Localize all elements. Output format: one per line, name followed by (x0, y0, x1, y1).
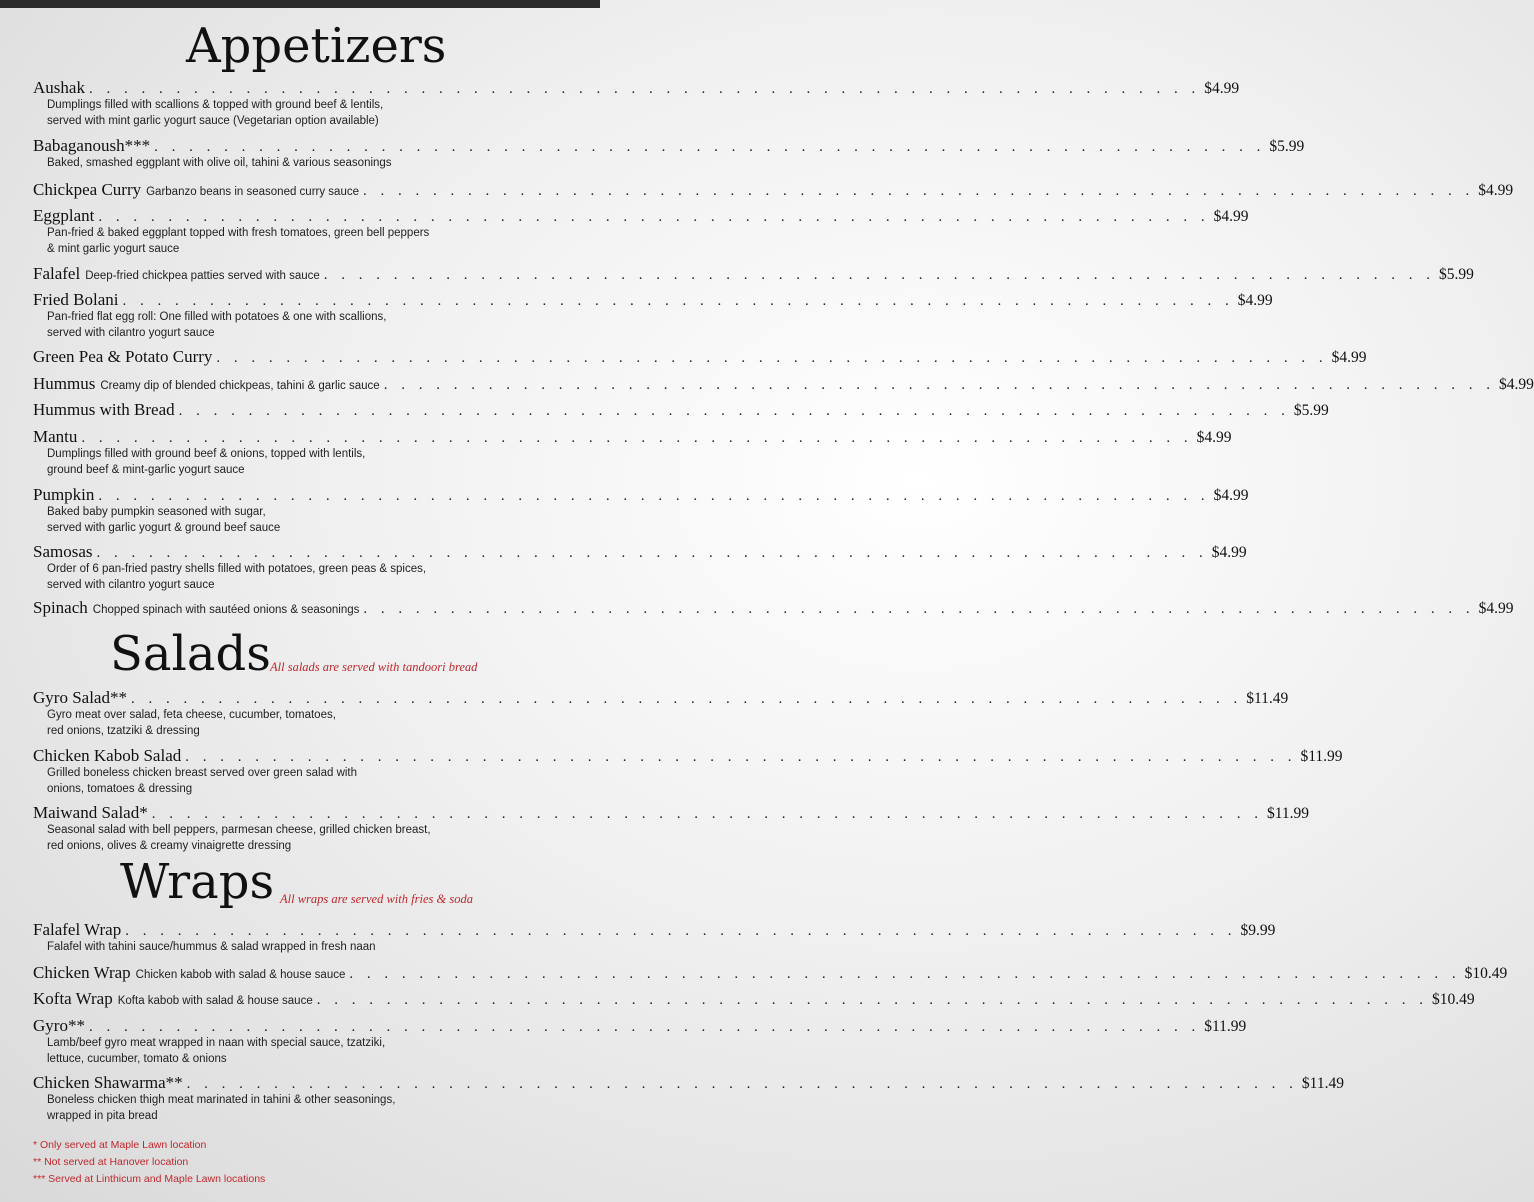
appetizers-item (33, 485, 1249, 536)
salads-item (33, 803, 1310, 854)
appetizers-item (33, 78, 1240, 129)
item-title-line (33, 264, 1474, 284)
item-name: Fried Bolani (33, 290, 119, 309)
item-price: $5.99 (1269, 138, 1305, 155)
item-title-line (33, 427, 1232, 447)
item-name: Falafel (33, 264, 81, 283)
item-title-line (33, 206, 1249, 226)
item-price: $4.99 (1196, 429, 1232, 446)
item-title-line (33, 347, 1367, 367)
item-name: Mantu (33, 427, 78, 446)
item-price: $4.99 (1213, 487, 1249, 504)
item-name: Falafel Wrap (33, 920, 122, 939)
item-description (47, 447, 527, 478)
item-description-line: Lamb/beef gyro meat wrapped in naan with special sauce, tzatziki, (47, 1037, 386, 1049)
item-name: Samosas (33, 542, 93, 561)
item-description-line: Dumplings filled with ground beef & onions, topped with lentils, (47, 448, 366, 460)
item-price: $11.49 (1246, 690, 1289, 707)
dot-leader: . . . . . . . . . . . . . . . . . . . . . . . . . . . . . . . . . . . . . . . . . . . . . . . . . . . . . . . . . . . . . . . . (88, 81, 1201, 97)
item-price: $11.49 (1301, 1075, 1344, 1092)
item-name: Hummus with Bread (33, 400, 175, 419)
item-price: $4.99 (1331, 349, 1367, 366)
item-inline-description: Kofta kabob with salad & house sauce (117, 995, 313, 1007)
item-title-line (33, 920, 1276, 940)
dot-leader: . . . . . . . . . . . . . . . . . . . . . . . . . . . . . . . . . . . . . . . . . . . . . . . . . . . . . . . . . . . . . . . . (88, 1019, 1201, 1035)
item-title-line (33, 1073, 1344, 1093)
item-price: $10.49 (1464, 965, 1508, 982)
salads-item (33, 688, 1289, 739)
item-name: Chicken Wrap (33, 963, 131, 982)
item-name: Eggplant (33, 206, 95, 225)
dot-leader: . . . . . . . . . . . . . . . . . . . . . . . . . . . . . . . . . . . . . . . . . . . . . . . . . . . . . . . . . . . . . . . . (383, 377, 1495, 393)
item-price: $11.99 (1266, 805, 1310, 822)
item-description-line: served with cilantro yogurt sauce (47, 326, 215, 339)
wraps-item (33, 1016, 1247, 1067)
item-name: Gyro** (33, 1016, 85, 1035)
item-name: Pumpkin (33, 485, 95, 504)
dot-leader: . . . . . . . . . . . . . . . . . . . . . . . . . . . . . . . . . . . . . . . . . . . . . . . . . . . . . . . . . . . . . . . . (125, 923, 1237, 939)
item-name: Kofta Wrap (33, 989, 113, 1008)
item-price: $11.99 (1204, 1018, 1247, 1035)
appetizers-item (33, 427, 1232, 478)
dot-leader: . . . . . . . . . . . . . . . . . . . . . . . . . . . . . . . . . . . . . . . . . . . . . . . . . . . . . . . . . . . . . . . . (98, 209, 1210, 225)
dot-leader: . . . . . . . . . . . . . . . . . . . . . . . . . . . . . . . . . . . . . . . . . . . . . . . . . . . . . . . . . . . . . . . . (96, 545, 1208, 561)
item-description-line: lettuce, cucumber, tomato & onions (47, 1052, 227, 1065)
dot-leader: . . . . . . . . . . . . . . . . . . . . . . . . . . . . . . . . . . . . . . . . . . . . . . . . . . . . . . . . . . . . . . . . (130, 691, 1243, 707)
item-inline-description: Chopped spinach with sautéed onions & seasonings (92, 604, 360, 616)
appetizers-item (33, 264, 1474, 284)
item-description-line: Baked baby pumpkin seasoned with sugar, (47, 506, 266, 518)
item-title-line (33, 485, 1249, 505)
item-name: Chickpea Curry (33, 180, 142, 199)
item-description (47, 310, 527, 341)
item-description-line: Dumplings filled with scallions & topped with ground beef & lentils, (47, 99, 384, 111)
item-title-line (33, 963, 1508, 983)
dot-leader: . . . . . . . . . . . . . . . . . . . . . . . . . . . . . . . . . . . . . . . . . . . . . . . . . . . . . . . . . . . . . . . . (185, 749, 1297, 765)
item-title-line (33, 1016, 1247, 1036)
item-description-line: red onions, tzatziki & dressing (47, 724, 200, 737)
item-name: Maiwand Salad* (33, 803, 148, 822)
item-title-line (33, 78, 1240, 98)
item-price: $10.49 (1431, 991, 1475, 1008)
item-description (47, 1036, 527, 1067)
salads-title: Salads (110, 626, 271, 682)
top-bar (0, 0, 600, 8)
dot-leader: . . . . . . . . . . . . . . . . . . . . . . . . . . . . . . . . . . . . . . . . . . . . . . . . . . . . . . . . . . . . . . . . (323, 267, 1436, 283)
footnote-2: ** Not served at Hanover location (33, 1156, 189, 1168)
item-title-line (33, 180, 1514, 200)
item-title-line (33, 542, 1247, 562)
item-name: Chicken Shawarma** (33, 1073, 183, 1092)
appetizers-item (33, 347, 1367, 367)
item-description (47, 562, 527, 593)
item-description (47, 708, 527, 739)
item-title-line (33, 598, 1514, 618)
dot-leader: . . . . . . . . . . . . . . . . . . . . . . . . . . . . . . . . . . . . . . . . . . . . . . . . . . . . . . . . . . . . . . . . (216, 350, 1328, 366)
item-price: $11.99 (1300, 748, 1343, 765)
item-description-line: Baked, smashed eggplant with olive oil, tahini & various seasonings (47, 157, 392, 169)
dot-leader: . . . . . . . . . . . . . . . . . . . . . . . . . . . . . . . . . . . . . . . . . . . . . . . . . . . . . . . . . . . . . . . . (81, 430, 1193, 446)
item-description-line: Seasonal salad with bell peppers, parmesan cheese, grilled chicken breast, (47, 824, 431, 836)
item-title-line (33, 290, 1273, 310)
item-price: $4.99 (1237, 292, 1273, 309)
item-price: $4.99 (1478, 600, 1514, 617)
item-description (47, 766, 527, 797)
item-description-line: red onions, olives & creamy vinaigrette dressing (47, 839, 292, 852)
item-inline-description: Creamy dip of blended chickpeas, tahini & garlic sauce (100, 380, 380, 392)
footnote-1: * Only served at Maple Lawn location (33, 1139, 207, 1151)
item-description-line: Order of 6 pan-fried pastry shells filled with potatoes, green peas & spices, (47, 563, 427, 575)
appetizers-item (33, 598, 1514, 618)
item-description-line: Pan-fried & baked eggplant topped with fresh tomatoes, green bell peppers (47, 227, 430, 239)
item-description (47, 1093, 527, 1124)
item-price: $4.99 (1204, 80, 1240, 97)
item-price: $4.99 (1211, 544, 1247, 561)
item-description (47, 940, 527, 956)
wraps-item (33, 1073, 1344, 1124)
dot-leader: . . . . . . . . . . . . . . . . . . . . . . . . . . . . . . . . . . . . . . . . . . . . . . . . . . . . . . . . . . . . . . . . (151, 806, 1263, 822)
item-description (47, 505, 527, 536)
item-description-line: onions, tomatoes & dressing (47, 782, 193, 795)
appetizers-item (33, 180, 1514, 200)
salads-item (33, 746, 1343, 797)
dot-leader: . . . . . . . . . . . . . . . . . . . . . . . . . . . . . . . . . . . . . . . . . . . . . . . . . . . . . . . . . . . . . . . . (122, 293, 1234, 309)
dot-leader: . . . . . . . . . . . . . . . . . . . . . . . . . . . . . . . . . . . . . . . . . . . . . . . . . . . . . . . . . . . . . . . . (316, 992, 1428, 1008)
item-description-line: Gyro meat over salad, feta cheese, cucumber, tomatoes, (47, 709, 336, 721)
footnote-3: *** Served at Linthicum and Maple Lawn locations (33, 1173, 266, 1185)
item-price: $9.99 (1240, 922, 1276, 939)
item-inline-description: Garbanzo beans in seasoned curry sauce (146, 186, 359, 198)
item-name: Chicken Kabob Salad (33, 746, 182, 765)
item-name: Hummus (33, 374, 96, 393)
item-name: Green Pea & Potato Curry (33, 347, 213, 366)
item-name: Aushak (33, 78, 85, 97)
item-description-line: ground beef & mint-garlic yogurt sauce (47, 463, 245, 476)
dot-leader: . . . . . . . . . . . . . . . . . . . . . . . . . . . . . . . . . . . . . . . . . . . . . . . . . . . . . . . . . . . . . . . . (363, 183, 1475, 199)
item-price: $5.99 (1439, 266, 1474, 283)
item-inline-description: Chicken kabob with salad & house sauce (135, 969, 346, 981)
item-description-line: Pan-fried flat egg roll: One filled with potatoes & one with scallions, (47, 311, 387, 323)
item-description-line: served with cilantro yogurt sauce (47, 578, 215, 591)
appetizers-item (33, 206, 1249, 257)
footnotes (33, 1137, 265, 1188)
wraps-item (33, 920, 1276, 956)
item-description-line: served with garlic yogurt & ground beef sauce (47, 521, 281, 534)
dot-leader: . . . . . . . . . . . . . . . . . . . . . . . . . . . . . . . . . . . . . . . . . . . . . . . . . . . . . . . . . . . . . . . . (154, 139, 1266, 155)
item-description-line: Boneless chicken thigh meat marinated in tahini & other seasonings, (47, 1094, 396, 1106)
item-title-line (33, 688, 1289, 708)
dot-leader: . . . . . . . . . . . . . . . . . . . . . . . . . . . . . . . . . . . . . . . . . . . . . . . . . . . . . . . . . . . . . . . . (349, 966, 1461, 982)
item-price: $4.99 (1213, 208, 1249, 225)
wraps-item (33, 989, 1475, 1009)
item-title-line (33, 746, 1343, 766)
item-title-line (33, 989, 1475, 1009)
wraps-note: All wraps are served with fries & soda (280, 892, 473, 906)
item-name: Gyro Salad** (33, 688, 127, 707)
item-price: $5.99 (1293, 402, 1329, 419)
item-title-line (33, 400, 1329, 420)
item-title-line (33, 374, 1534, 394)
appetizers-item (33, 374, 1534, 394)
appetizers-item (33, 290, 1273, 341)
appetizers-item (33, 136, 1305, 172)
dot-leader: . . . . . . . . . . . . . . . . . . . . . . . . . . . . . . . . . . . . . . . . . . . . . . . . . . . . . . . . . . . . . . . . (363, 601, 1475, 617)
item-description (47, 823, 527, 854)
item-price: $4.99 (1498, 376, 1534, 393)
dot-leader: . . . . . . . . . . . . . . . . . . . . . . . . . . . . . . . . . . . . . . . . . . . . . . . . . . . . . . . . . . . . . . . . (186, 1076, 1298, 1092)
item-description-line: Falafel with tahini sauce/hummus & salad wrapped in fresh naan (47, 941, 376, 953)
item-title-line (33, 803, 1310, 823)
item-name: Babaganoush*** (33, 136, 151, 155)
item-price: $4.99 (1478, 182, 1514, 199)
wraps-title: Wraps (120, 854, 275, 910)
dot-leader: . . . . . . . . . . . . . . . . . . . . . . . . . . . . . . . . . . . . . . . . . . . . . . . . . . . . . . . . . . . . . . . . (178, 403, 1290, 419)
salads-note: All salads are served with tandoori bread (270, 660, 478, 674)
item-name: Spinach (33, 598, 88, 617)
item-inline-description: Deep-fried chickpea patties served with sauce (85, 270, 320, 282)
item-title-line (33, 136, 1305, 156)
appetizers-item (33, 400, 1329, 420)
appetizers-title: Appetizers (186, 18, 447, 74)
item-description-line: & mint garlic yogurt sauce (47, 242, 180, 255)
item-description (47, 98, 527, 129)
item-description-line: wrapped in pita bread (47, 1109, 158, 1122)
wraps-item (33, 963, 1508, 983)
dot-leader: . . . . . . . . . . . . . . . . . . . . . . . . . . . . . . . . . . . . . . . . . . . . . . . . . . . . . . . . . . . . . . . . (98, 488, 1210, 504)
item-description (47, 156, 527, 172)
appetizers-item (33, 542, 1247, 593)
item-description-line: Grilled boneless chicken breast served over green salad with (47, 767, 358, 779)
item-description (47, 226, 527, 257)
item-description-line: served with mint garlic yogurt sauce (Vegetarian option available) (47, 114, 379, 127)
